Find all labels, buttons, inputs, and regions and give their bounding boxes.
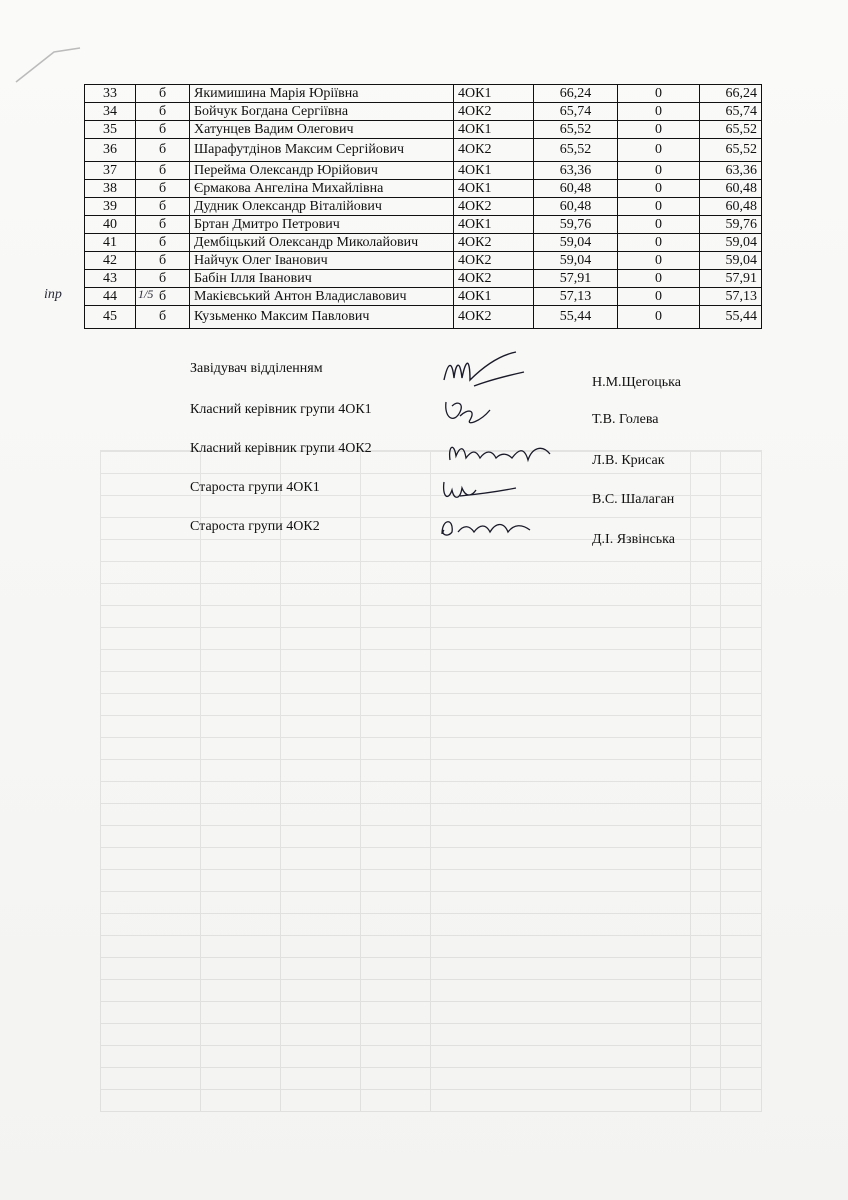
signature-title: Класний керівник групи 4ОК2	[190, 441, 372, 456]
table-row	[85, 85, 762, 103]
cell-sym: б	[136, 306, 190, 329]
handwritten-signature	[440, 398, 500, 428]
cell-group: 4ОК2	[454, 270, 534, 288]
cell-name: Кузьменко Максим Павлович	[190, 306, 454, 329]
table-row	[85, 234, 762, 252]
cell-bonus: 0	[618, 121, 700, 139]
cell-name: Найчук Олег Іванович	[190, 252, 454, 270]
signature-title: Завідувач відділенням	[190, 361, 323, 376]
signature-person: Л.В. Крисак	[592, 453, 665, 468]
cell-num: 44	[85, 288, 136, 306]
cell-rating: 65,74	[700, 103, 762, 121]
cell-sym: б	[136, 198, 190, 216]
cell-sym: б	[136, 180, 190, 198]
cell-num: 40	[85, 216, 136, 234]
signature-person: Т.В. Голева	[592, 412, 659, 427]
cell-group: 4ОК2	[454, 252, 534, 270]
cell-rating: 59,76	[700, 216, 762, 234]
table-row	[85, 306, 762, 329]
cell-bonus: 0	[618, 85, 700, 103]
table-row	[85, 103, 762, 121]
cell-sym: б	[136, 121, 190, 139]
cell-name: Хатунцев Вадим Олегович	[190, 121, 454, 139]
cell-name: Бабін Ілля Іванович	[190, 270, 454, 288]
signature-person: В.С. Шалаган	[592, 492, 675, 507]
cell-group: 4ОК2	[454, 103, 534, 121]
cell-num: 35	[85, 121, 136, 139]
cell-sym: б	[136, 252, 190, 270]
cell-name: Бртан Дмитро Петрович	[190, 216, 454, 234]
cell-group: 4ОК1	[454, 85, 534, 103]
cell-name: Дудник Олександр Віталійович	[190, 198, 454, 216]
cell-rating: 57,13	[700, 288, 762, 306]
cell-num: 45	[85, 306, 136, 329]
margin-handwritten-note: іпр	[44, 287, 62, 302]
cell-num: 39	[85, 198, 136, 216]
cell-sym: б	[136, 216, 190, 234]
cell-score: 59,04	[534, 252, 618, 270]
cell-score: 65,52	[534, 139, 618, 162]
cell-num: 34	[85, 103, 136, 121]
cell-group: 4ОК1	[454, 180, 534, 198]
cell-sym: б	[136, 139, 190, 162]
cell-num: 38	[85, 180, 136, 198]
signature-person: Д.І. Язвінська	[592, 532, 675, 547]
cell-score: 59,04	[534, 234, 618, 252]
cell-bonus: 0	[618, 162, 700, 180]
cell-rating: 66,24	[700, 85, 762, 103]
table-row	[85, 270, 762, 288]
handwritten-signature	[438, 512, 538, 542]
table-row	[85, 121, 762, 139]
cell-score: 63,36	[534, 162, 618, 180]
table-row	[85, 288, 762, 306]
cell-rating: 60,48	[700, 198, 762, 216]
table-row	[85, 198, 762, 216]
cell-name: Перейма Олександр Юрійович	[190, 162, 454, 180]
cell-score: 65,74	[534, 103, 618, 121]
cell-sym: б	[136, 85, 190, 103]
cell-score: 55,44	[534, 306, 618, 329]
cell-score: 66,24	[534, 85, 618, 103]
results-table	[84, 84, 762, 329]
cell-sym: б	[136, 103, 190, 121]
cell-score: 60,48	[534, 180, 618, 198]
cell-bonus: 0	[618, 103, 700, 121]
cell-score: 65,52	[534, 121, 618, 139]
cell-sym: б 1/5	[136, 288, 190, 306]
table-row	[85, 162, 762, 180]
cell-num: 42	[85, 252, 136, 270]
cell-score: 57,91	[534, 270, 618, 288]
cell-bonus: 0	[618, 198, 700, 216]
cell-group: 4ОК1	[454, 162, 534, 180]
cell-name: Шарафутдінов Максим Сергійович	[190, 139, 454, 162]
signature-title: Староста групи 4ОК1	[190, 480, 320, 495]
cell-num: 43	[85, 270, 136, 288]
handwritten-signature	[440, 476, 520, 506]
cell-bonus: 0	[618, 216, 700, 234]
table-row	[85, 216, 762, 234]
corner-crease-mark	[14, 46, 84, 86]
cell-rating: 59,04	[700, 252, 762, 270]
cell-sym: б	[136, 162, 190, 180]
bleed-through-table	[100, 450, 762, 1112]
handwritten-signature	[446, 440, 556, 466]
handwritten-signature	[440, 350, 530, 392]
cell-group: 4ОК2	[454, 306, 534, 329]
cell-bonus: 0	[618, 306, 700, 329]
cell-rating: 63,36	[700, 162, 762, 180]
cell-name: Єрмакова Ангеліна Михайлівна	[190, 180, 454, 198]
signature-person: Н.М.Щегоцька	[592, 375, 681, 390]
cell-num: 33	[85, 85, 136, 103]
cell-sym: б	[136, 234, 190, 252]
cell-name: Якимишина Марія Юріївна	[190, 85, 454, 103]
table-row	[85, 139, 762, 162]
cell-num: 41	[85, 234, 136, 252]
cell-num: 37	[85, 162, 136, 180]
table-row	[85, 180, 762, 198]
signature-title: Староста групи 4ОК2	[190, 519, 320, 534]
cell-bonus: 0	[618, 270, 700, 288]
cell-score: 60,48	[534, 198, 618, 216]
cell-bonus: 0	[618, 180, 700, 198]
cell-name: Бойчук Богдана Сергіївна	[190, 103, 454, 121]
cell-group: 4ОК2	[454, 198, 534, 216]
cell-bonus: 0	[618, 288, 700, 306]
cell-bonus: 0	[618, 139, 700, 162]
cell-name: Макієвський Антон Владиславович	[190, 288, 454, 306]
cell-rating: 59,04	[700, 234, 762, 252]
cell-bonus: 0	[618, 252, 700, 270]
table-row	[85, 252, 762, 270]
cell-group: 4ОК1	[454, 216, 534, 234]
cell-rating: 57,91	[700, 270, 762, 288]
cell-bonus: 0	[618, 234, 700, 252]
cell-rating: 55,44	[700, 306, 762, 329]
cell-name: Дембіцький Олександр Миколайович	[190, 234, 454, 252]
signature-title: Класний керівник групи 4ОК1	[190, 402, 372, 417]
row-handwritten-mark: 1/5	[138, 287, 154, 301]
cell-group: 4ОК1	[454, 288, 534, 306]
cell-num: 36	[85, 139, 136, 162]
cell-score: 59,76	[534, 216, 618, 234]
cell-rating: 60,48	[700, 180, 762, 198]
cell-group: 4ОК1	[454, 121, 534, 139]
cell-group: 4ОК2	[454, 234, 534, 252]
cell-rating: 65,52	[700, 139, 762, 162]
cell-rating: 65,52	[700, 121, 762, 139]
cell-sym: б	[136, 270, 190, 288]
cell-group: 4ОК2	[454, 139, 534, 162]
cell-score: 57,13	[534, 288, 618, 306]
